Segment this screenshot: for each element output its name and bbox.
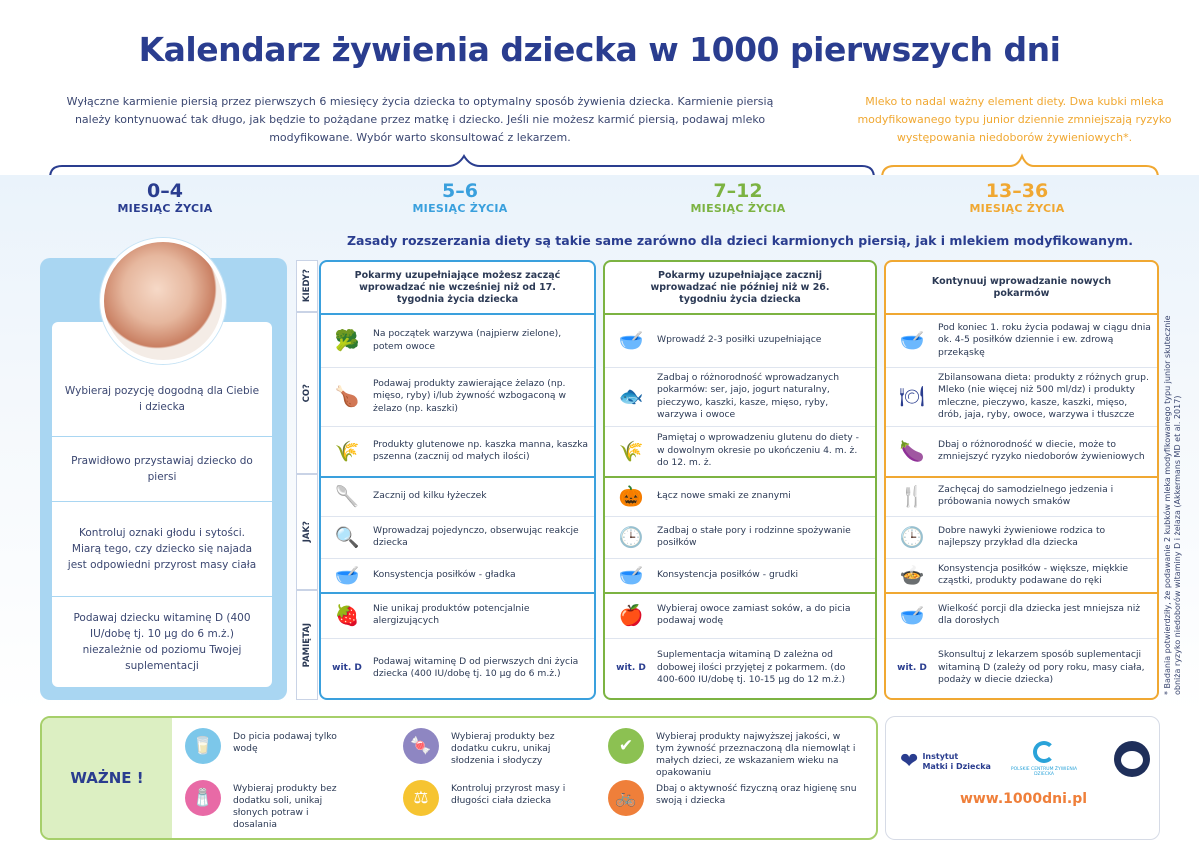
important-item-text: Wybieraj produkty najwyższej jakości, w tym żywność przeznaczoną dla niemowląt i małych dzieci, ze wskazaniem wieku na opakowaniu <box>656 731 856 778</box>
column-item-text: Konsystencja posiłków - większe, miękkie cząstki, produkty podawane do ręki <box>938 562 1129 586</box>
vitamin-d-icon: wit. D <box>332 662 362 673</box>
bowl-icon: 🥣 <box>618 562 644 587</box>
bowl-icon: 🥣 <box>899 328 925 353</box>
column-item-text: Pod koniec 1. roku życia podawaj w ciągu dnia ok. 4-5 posiłków dziennie i ew. zdrową przekąskę <box>938 321 1151 358</box>
important-item-text: Wybieraj produkty bez dodatku soli, unikaj słonych potraw i dosalania <box>233 783 337 830</box>
column-item <box>321 367 594 426</box>
column-item-text: Wielkość porcji dla dziecka jest mniejsza niż dla dorosłych <box>938 602 1141 626</box>
column-item <box>605 592 875 638</box>
column-item-text: Zadbaj o stałe pory i rodzinne spożywanie posiłków <box>657 524 851 548</box>
column-when-text: Pokarmy uzupełniające możesz zacząć wprowadzać nie wcześniej niż od 17. tygodnia życia dziecka <box>354 270 561 305</box>
important-item <box>403 728 578 767</box>
footnote: * Badania potwierdziły, że podawanie 2 kubków mleka modyfikowanego typu junior skutecznie obniża ryzyko niedoborów witaminy D i żelaza (Akkermans MD et al. 2017) <box>1163 315 1182 695</box>
column-item <box>886 426 1157 476</box>
age-header-13-36: 13–36 MIESIĄC ŻYCIA <box>969 180 1065 215</box>
column-item-text: Zachęcaj do samodzielnego jedzenia i próbowania nowych smaków <box>938 483 1114 507</box>
column-item <box>886 516 1157 558</box>
column-item <box>886 592 1157 638</box>
no-salt-icon: 🧂 <box>185 780 221 816</box>
column-item-text: Zadbaj o różnorodność wprowadzanych pokarmów: ser, jajo, jogurt naturalny, pieczywo, kaszki, kasze, mięso, ryby, warzywa i owoce <box>657 371 840 420</box>
column-item <box>605 516 875 558</box>
clock-icon: 🕒 <box>618 524 644 549</box>
column-item <box>886 638 1157 698</box>
column-item <box>321 638 594 698</box>
column-when-text: Pokarmy uzupełniające zacznij wprowadzać nie później niż w 26. tygodniu życia dziecka <box>650 270 830 305</box>
column-item <box>605 476 875 516</box>
column-item <box>321 516 594 558</box>
column-item-text: Konsystencja posiłków - gładka <box>373 568 516 580</box>
vegetables-icon: 🥦 <box>334 328 360 353</box>
logos-box <box>885 716 1160 840</box>
mother-baby-photo <box>100 238 226 364</box>
age-header-5-6: 5–6 MIESIĄC ŻYCIA <box>412 180 508 215</box>
column-item <box>886 476 1157 516</box>
column-13-36-months <box>884 260 1159 700</box>
heart-icon: ❤ <box>900 749 919 774</box>
diet-rule-note: Zasady rozszerzania diety są takie same zarówno dla dzieci karmionych piersią, jak i mlekiem modyfikowanym. <box>346 233 1134 248</box>
vitamin-d-icon: wit. D <box>616 662 646 673</box>
column-item-text: Wybieraj owoce zamiast soków, a do picia podawaj wodę <box>657 602 851 626</box>
vitamin-d-icon: wit. D <box>897 662 927 673</box>
column-item-text: Suplementacja witaminą D zależna od dobowej ilości przyjętej z pokarmem. (do 400-600 IU/dobę tj. 10-15 µg do 12 m.ż.) <box>657 649 846 686</box>
intro-text-junior: Mleko to nadal ważny element diety. Dwa kubki mleka modyfikowanego typu junior dziennie zmniejszają ryzyko występowania niedoborów żywieniowych*. <box>857 95 1172 144</box>
column-item-text: Zbilansowana dieta: produkty z różnych grup. Mleko (nie więcej niż 500 ml/dz) i produkty mleczne, pieczywo, kasze, kaszki, mięso, drób, jaja, ryby, owoce, warzywa i tłuszcze <box>938 371 1149 420</box>
imid-logo: ❤ Instytut Matki i Dziecka <box>900 749 991 774</box>
column-item <box>605 367 875 426</box>
grain-icon: 🌾 <box>334 438 360 463</box>
row-label-what: CO? <box>296 312 318 474</box>
important-item <box>608 728 858 779</box>
important-item <box>608 780 858 816</box>
column-item-text: Pamiętaj o wprowadzeniu glutenu do diety - w dowolnym okresie po ukończeniu 4. m. ż. do 12. m. ż. <box>657 432 859 469</box>
breastfeeding-tips <box>52 322 272 687</box>
important-item-text: Dbaj o aktywność fizyczną oraz higienę snu swoją i dziecka <box>656 783 857 806</box>
tip-latch: Prawidłowo przystawiaj dziecko do piersi <box>52 437 272 502</box>
bowl-icon: 🥣 <box>334 562 360 587</box>
column-item <box>605 558 875 592</box>
column-item-text: Wprowadź 2-3 posiłki uzupełniające <box>657 334 822 346</box>
column-item <box>605 638 875 698</box>
column-item-text: Nie unikaj produktów potencjalnie alergizujących <box>373 602 530 626</box>
row-label-when: KIEDY? <box>296 260 318 312</box>
column-item-text: Wprowadzaj pojedynczo, obserwując reakcje dziecka <box>373 524 579 548</box>
important-item-text: Kontroluj przyrost masy i długości ciała dziecka <box>451 783 566 806</box>
important-item <box>185 728 355 764</box>
bowl-icon: 🥣 <box>618 328 644 353</box>
pumpkin-icon: 🎃 <box>618 483 644 508</box>
tip-position: Wybieraj pozycję dogodną dla Ciebie i dziecka <box>52 322 272 437</box>
tip-vitamin-d: Podawaj dziecku witaminę D (400 IU/dobę tj. 10 µg do 6 m.ż.) niezależnie od poziomu Twojej suplementacji <box>73 612 251 672</box>
column-item <box>321 476 594 516</box>
column-item-text: Skonsultuj z lekarzem sposób suplementacji witaminą D (zależy od pory roku, masy ciała, podaży w diecie dziecka) <box>938 649 1145 686</box>
tip-hunger-signs: Kontroluj oznaki głodu i sytości. Miarą tego, czy dziecko się najada jest odpowiedni przyrost masy ciała <box>52 502 272 597</box>
pczd-logo: POLSKIE CENTRUM ŻYWIENIA DZIECKA <box>1004 741 1084 777</box>
bowl-icon: 🥣 <box>899 602 925 627</box>
column-item-text: Produkty glutenowe np. kaszka manna, kaszka pszenna (zacznij od małych ilości) <box>373 438 588 462</box>
important-item <box>185 780 355 831</box>
column-5-6-months <box>319 260 596 700</box>
column-item <box>321 314 594 367</box>
strawberry-icon: 🍓 <box>334 602 360 627</box>
column-when-text: Kontynuuj wprowadzanie nowych pokarmów <box>931 276 1112 299</box>
intro-text: Wyłączne karmienie piersią przez pierwszych 6 miesięcy życia dziecka to optymalny sposób żywienia dziecka. Karmienie piersią należy kontynuować tak długo, jak będzie to pożądane przez matkę i dziecko. Jeśli nie możesz karmić piersią, podawaj mleko modyfikowane. Wybór warto skonsultować z lekarzem. <box>66 95 774 144</box>
apple-icon: 🍎 <box>618 602 644 627</box>
age-header-0-4: 0–4 MIESIĄC ŻYCIA <box>117 180 213 215</box>
check-icon: ✔ <box>608 728 644 764</box>
cutlery-icon: 🍴 <box>899 483 925 508</box>
pczd-icon <box>1033 741 1055 763</box>
row-label-how: JAK? <box>296 474 318 590</box>
plate-icon: 🍽 <box>899 384 925 409</box>
column-item <box>321 592 594 638</box>
column-item-text: Podawaj witaminę D od pierwszych dni życia dziecka (400 IU/dobę tj. 10 µg do 6 m.ż.) <box>373 655 579 679</box>
column-item <box>321 426 594 476</box>
important-label: WAŻNE ! <box>42 718 172 838</box>
column-item <box>886 558 1157 592</box>
scale-icon: ⚖ <box>403 780 439 816</box>
important-item-text: Wybieraj produkty bez dodatku cukru, unikaj słodzenia i słodyczy <box>451 731 555 766</box>
column-item-text: Łącz nowe smaki ze znanymi <box>657 489 791 501</box>
column-item-text: Zacznij od kilku łyżeczek <box>373 489 487 501</box>
cup-icon: 🥛 <box>185 728 221 764</box>
column-item-text: Dbaj o różnorodność w diecie, może to zmniejszyć ryzyko niedoborów żywieniowych <box>938 438 1145 462</box>
clock-icon: 🕒 <box>899 524 925 549</box>
dish-icon: 🍲 <box>899 562 925 587</box>
column-item <box>605 314 875 367</box>
vegetables-icon: 🍆 <box>899 438 925 463</box>
column-item <box>886 367 1157 426</box>
column-item-text: Dobre nawyki żywieniowe rodzica to najlepszy przykład dla dziecka <box>938 524 1106 548</box>
column-item <box>605 426 875 476</box>
age-header-7-12: 7–12 MIESIĄC ŻYCIA <box>690 180 786 215</box>
column-item-text: Podawaj produkty zawierające żelazo (np. mięso, ryby) i/lub żywność wzbogaconą w żelazo (np. kaszki) <box>373 377 566 414</box>
mascot-icon <box>1114 741 1150 777</box>
column-item <box>886 314 1157 367</box>
grain-icon: 🌾 <box>618 438 644 463</box>
variety-food-icon: 🐟 <box>618 384 644 409</box>
website-link[interactable]: www.1000dni.pl <box>959 791 1088 807</box>
no-sugar-icon: 🍬 <box>403 728 439 764</box>
important-item <box>403 780 578 816</box>
row-label-remember: PAMIĘTAJ <box>296 590 318 700</box>
bike-icon: 🚲 <box>608 780 644 816</box>
column-item <box>321 558 594 592</box>
important-item-text: Do picia podawaj tylko wodę <box>233 731 337 754</box>
column-item-text: Na początek warzywa (najpierw zielone), potem owoce <box>373 328 562 352</box>
meat-icon: 🍗 <box>334 384 360 409</box>
page-title: Kalendarz żywienia dziecka w 1000 pierwszych dni <box>138 30 1061 69</box>
column-7-12-months <box>603 260 877 700</box>
magnifier-icon: 🔍 <box>334 524 360 549</box>
column-item-text: Konsystencja posiłków - grudki <box>657 568 799 580</box>
spoon-icon: 🥄 <box>334 483 360 508</box>
